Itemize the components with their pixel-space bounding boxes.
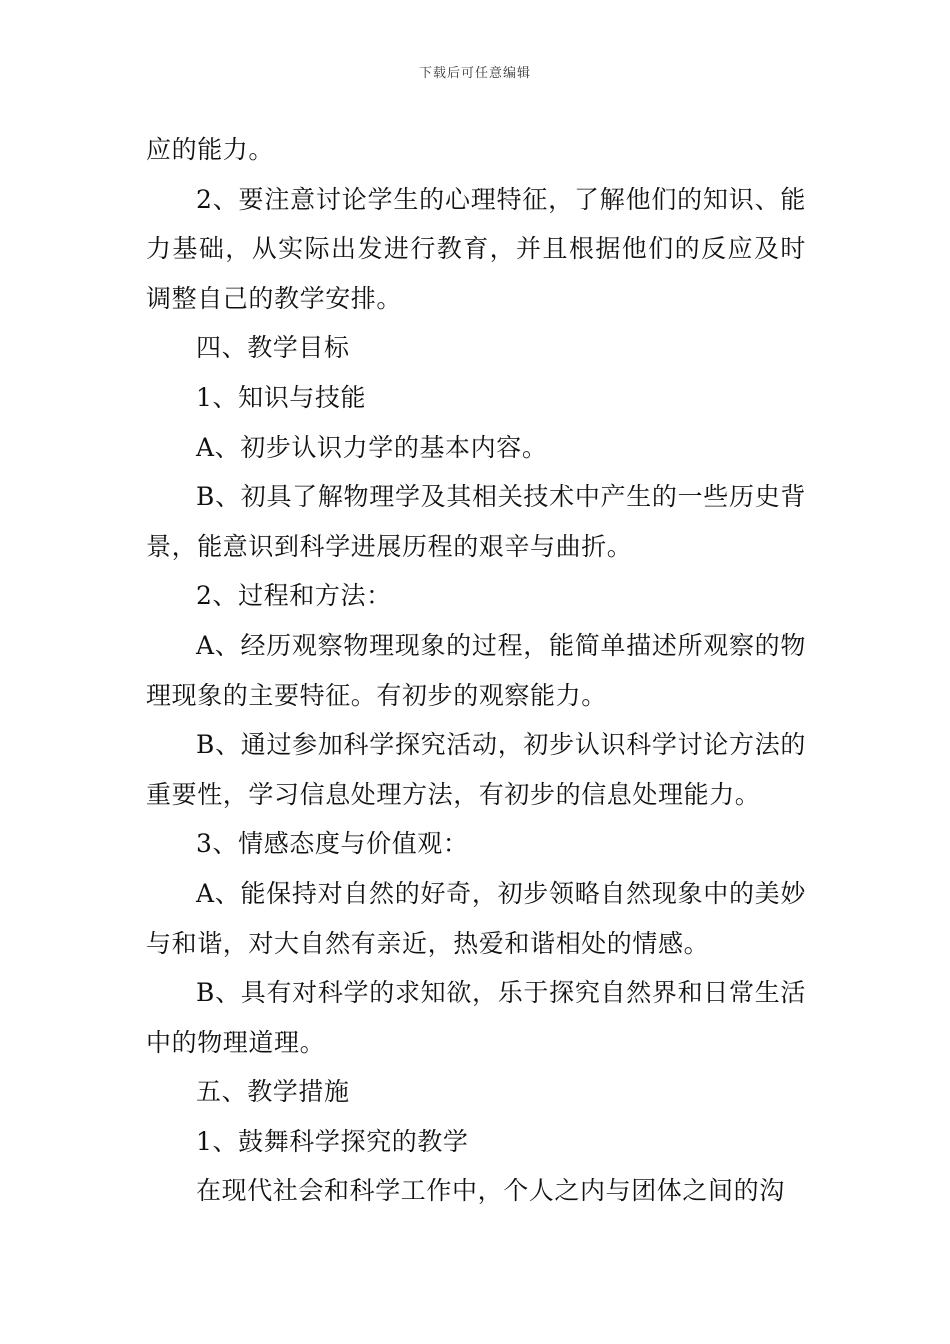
subheading-knowledge-skills: 1、知识与技能 <box>196 382 367 412</box>
section-heading-teaching-goals: 四、教学目标 <box>196 333 350 363</box>
paragraph-continuation: 应的能力。 <box>146 135 275 164</box>
paragraph-item-2a: A、经历观察物理现象的过程，能简单描述所观察的物理现象的主要特征。有初步的观察能力。 <box>146 630 806 710</box>
paragraph-item-3b: B、具有对科学的求知欲，乐于探究自然界和日常生活中的物理道理。 <box>146 978 806 1057</box>
subheading-attitudes-values: 3、情感态度与价值观： <box>196 829 469 859</box>
subheading-process-methods: 2、过程和方法： <box>196 581 392 611</box>
paragraph-item-3a: A、能保持对自然的好奇，初步领略自然现象中的美妙与和谐，对大自然有亲近，热爱和谐相处的情感。 <box>146 878 806 958</box>
section-heading-teaching-measures: 五、教学措施 <box>196 1077 350 1107</box>
subheading-inquiry-teaching: 1、鼓舞科学探究的教学 <box>196 1126 469 1156</box>
document-body <box>146 125 806 1216</box>
header-note: 下载后可任意编辑 <box>418 66 531 81</box>
paragraph-item-1b: B、初具了解物理学及其相关技术中产生的一些历史背景，能意识到科学进展历程的艰辛与曲折。 <box>146 482 806 561</box>
paragraph-item-1a: A、初步认识力学的基本内容。 <box>196 432 548 462</box>
paragraph-point-2: 2、要注意讨论学生的心理特征，了解他们的知识、能力基础，从实际出发进行教育，并且根据他们的反应及时调整自己的教学安排。 <box>146 184 806 313</box>
paragraph-item-2b: B、通过参加科学探究活动，初步认识科学讨论方法的重要性，学习信息处理方法，有初步的信息处理能力。 <box>146 730 806 809</box>
paragraph-inquiry-intro: 在现代社会和科学工作中，个人之内与团体之间的沟 <box>196 1176 785 1206</box>
